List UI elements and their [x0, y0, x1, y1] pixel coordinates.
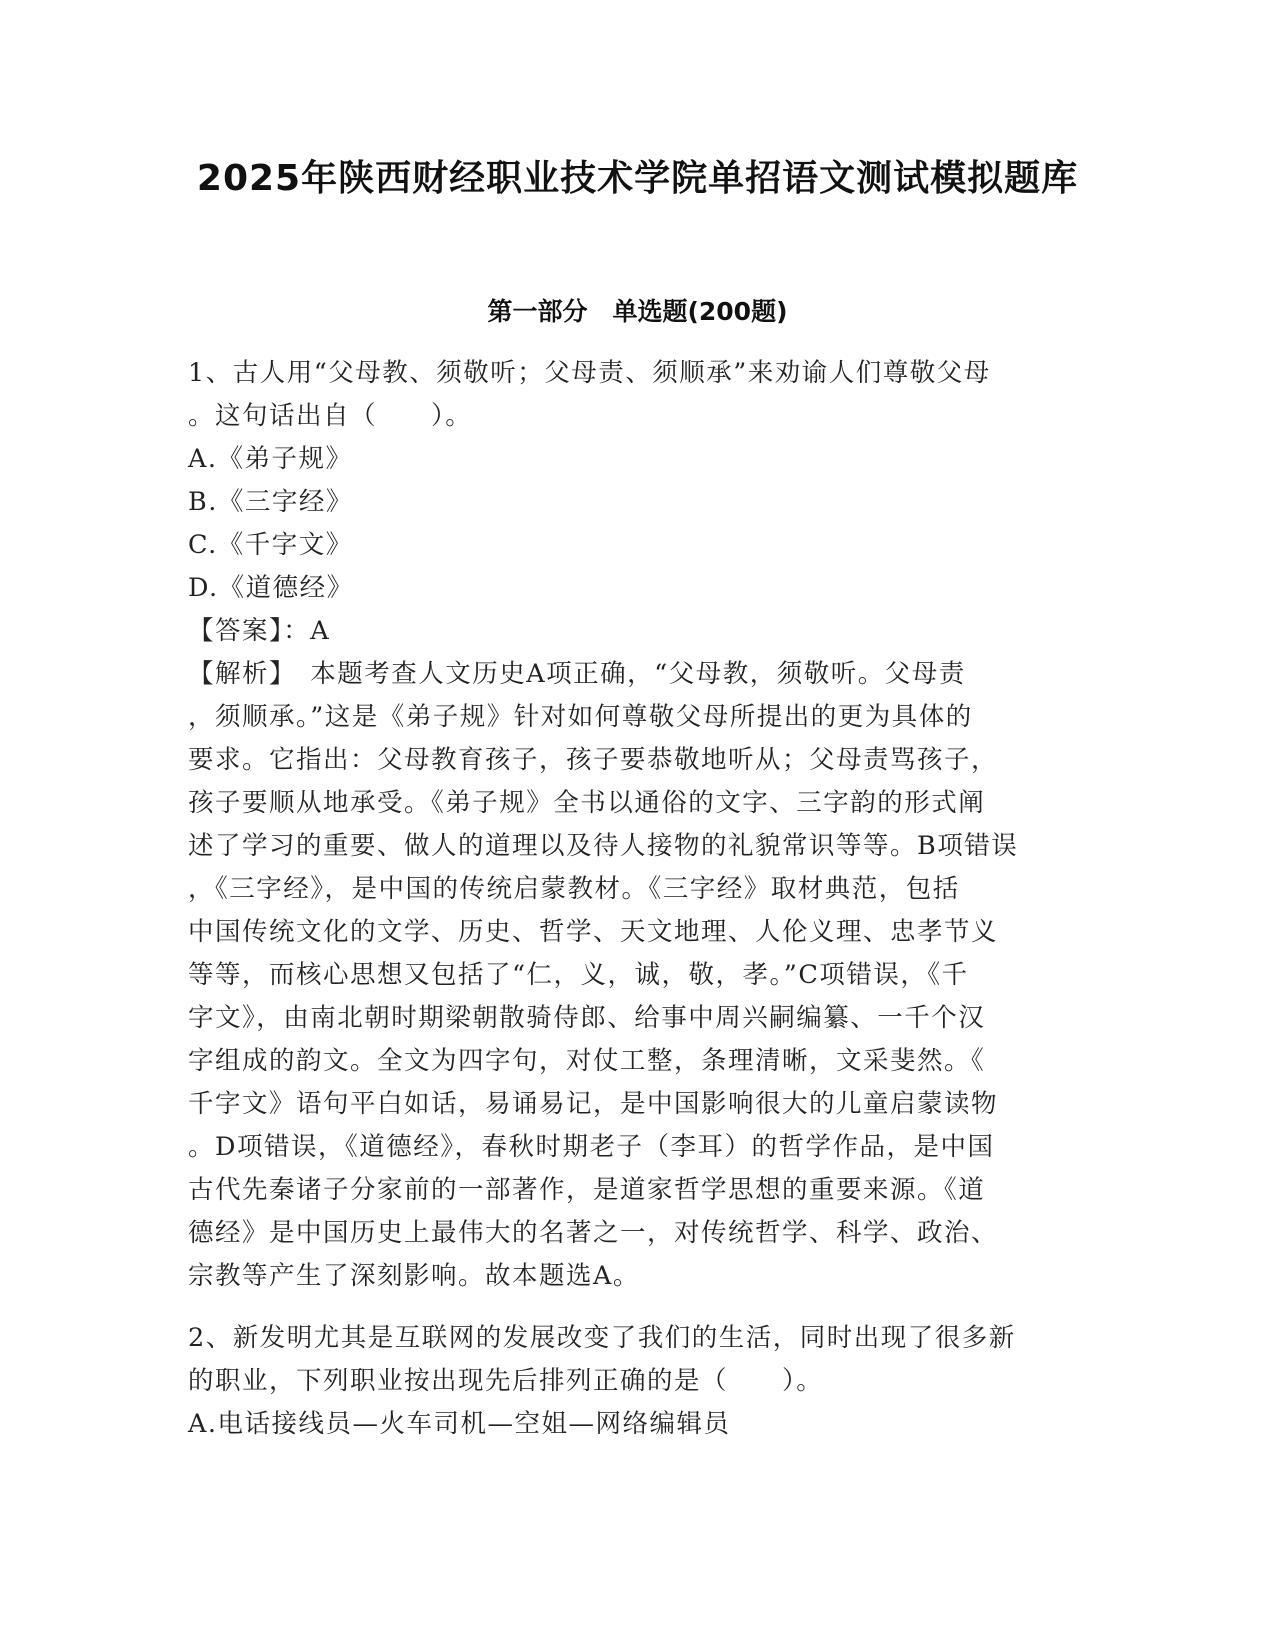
- answer-value: A: [310, 616, 331, 646]
- analysis-text: 本题考查人文历史A项正确，“父母教，须敬听。父母责: [283, 659, 966, 689]
- answer-label: 【答案】：: [188, 616, 311, 646]
- option-d: D.《道德经》: [188, 573, 354, 603]
- analysis-line: 德经》是中国历史上最伟大的名著之一，对传统哲学、科学、政治、: [188, 1218, 999, 1248]
- analysis-line: [188, 653, 1080, 696]
- question-stem-line: 的职业，下列职业按出现先后排列正确的是（ ）。: [188, 1366, 824, 1396]
- question-2: [188, 1317, 1080, 1446]
- option-a: A.《弟子规》: [188, 444, 353, 474]
- answer-line: [188, 610, 1080, 653]
- analysis-line: 宗教等产生了深刻影响。故本题选A。: [188, 1261, 640, 1291]
- question-stem-line: 2、新发明尤其是互联网的发展改变了我们的生活，同时出现了很多新: [188, 1323, 1016, 1353]
- analysis-line: 中国传统文化的文学、历史、哲学、天文地理、人伦义理、忠孝节义: [188, 917, 999, 947]
- section-title: 第一部分 单选题(200题): [487, 297, 788, 326]
- analysis-line: 。D项错误，《道德经》，春秋时期老子（李耳）的哲学作品，是中国: [188, 1132, 995, 1162]
- document-title: 2025年陕西财经职业技术学院单招语文测试模拟题库: [196, 158, 1079, 199]
- question-stem-line: 1、古人用“父母教、须敬听；父母责、须顺承”来劝谕人们尊敬父母: [188, 358, 991, 388]
- analysis-line: 等等，而核心思想又包括了“仁，义，诚，敬，孝。”C项错误，《千: [188, 960, 969, 990]
- analysis-line: ，《三字经》，是中国的传统启蒙教材。《三字经》取材典范，包括: [188, 874, 960, 904]
- analysis-label: 【解析】: [188, 659, 284, 689]
- analysis-line: ，须顺承。”这是《弟子规》针对如何尊敬父母所提出的更为具体的: [188, 702, 973, 732]
- question-stem-line: 。这句话出自（ ）。: [188, 401, 473, 431]
- analysis-line: 要求。它指出：父母教育孩子，孩子要恭敬地听从；父母责骂孩子，: [188, 745, 999, 775]
- analysis-line: 字组成的韵文。全文为四字句，对仗工整，条理清晰，文采斐然。《: [188, 1046, 986, 1076]
- analysis-line: 字文》，由南北朝时期梁朝散骑侍郎、给事中周兴嗣编纂、一千个汉: [188, 1003, 986, 1033]
- analysis-line: 古代先秦诸子分家前的一部著作，是道家哲学思想的重要来源。《道: [188, 1175, 986, 1205]
- option-c: C.《千字文》: [188, 530, 353, 560]
- analysis-line: 述了学习的重要、做人的道理以及待人接物的礼貌常识等等。B项错误: [188, 831, 1019, 861]
- option-a: A.电话接线员—火车司机—空姐—网络编辑员: [188, 1409, 731, 1439]
- analysis-line: 孩子要顺从地承受。《弟子规》全书以通俗的文字、三字韵的形式阐: [188, 788, 986, 818]
- question-1: [188, 352, 1080, 1298]
- analysis-line: 千字文》语句平白如话，易诵易记，是中国影响很大的儿童启蒙读物: [188, 1089, 999, 1119]
- document-body: [188, 352, 1080, 1446]
- option-b: B.《三字经》: [188, 487, 353, 517]
